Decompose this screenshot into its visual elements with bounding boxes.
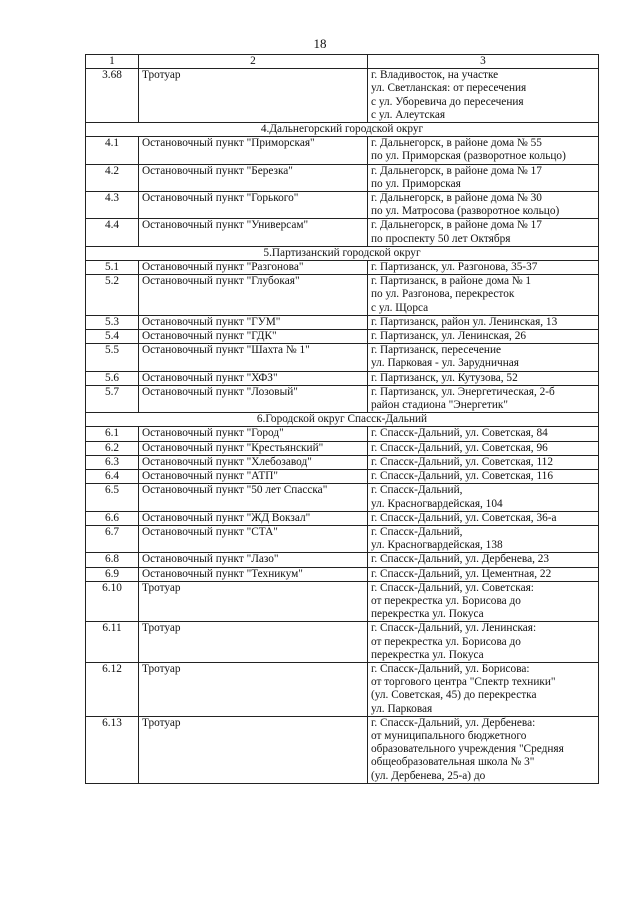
object-location: [368, 484, 599, 511]
object-location: [368, 344, 599, 371]
location-line: г. Партизанск, в районе дома № 1: [371, 275, 532, 288]
location-line: от торгового центра "Спектр техники": [371, 676, 556, 689]
object-location: [368, 622, 599, 663]
location-line: г. Спасск-Дальний,: [371, 484, 463, 497]
table-row: [86, 581, 599, 622]
location-line: г. Партизанск, ул. Разгонова, 35-37: [371, 261, 538, 274]
section-row: [86, 123, 599, 137]
location-line: г. Спасск-Дальний, ул. Ленинская:: [371, 622, 537, 635]
table-row: [86, 261, 599, 275]
table-row: [86, 511, 599, 525]
section-title: 5.Партизанский городской округ: [86, 246, 599, 260]
location-line: г. Партизанск, ул. Ленинская, 26: [371, 330, 526, 343]
item-number: 6.12: [86, 662, 139, 716]
object-name: Остановочный пункт "Березка": [139, 164, 368, 191]
location-line: г. Спасск-Дальний, ул. Советская, 116: [371, 470, 553, 483]
location-line: г. Спасск-Дальний, ул. Дербенева:: [371, 716, 536, 729]
item-number: 3.68: [86, 69, 139, 123]
object-name: Остановочный пункт "Город": [139, 427, 368, 441]
location-line: г. Дальнегорск, в районе дома № 17: [371, 219, 542, 232]
object-location: [368, 716, 599, 783]
item-number: 4.3: [86, 192, 139, 219]
page-number: 18: [313, 36, 327, 51]
table-header-row: [86, 55, 599, 69]
column-header-2: 2: [139, 55, 368, 69]
table-row: [86, 484, 599, 511]
location-line: г. Спасск-Дальний, ул. Советская, 84: [371, 427, 548, 440]
object-name: Остановочный пункт "Приморская": [139, 137, 368, 164]
item-number: 6.10: [86, 581, 139, 622]
object-name: Остановочный пункт "Лазо": [139, 553, 368, 567]
location-line: г. Партизанск, ул. Кутузова, 52: [371, 371, 518, 384]
location-line: образовательного учреждения "Средняя: [371, 743, 564, 756]
table-row: [86, 219, 599, 246]
location-line: г. Спасск-Дальний, ул. Советская, 112: [371, 455, 553, 468]
location-line: г. Партизанск, пересечение: [371, 344, 502, 357]
table-row: [86, 525, 599, 552]
object-location: [368, 567, 599, 581]
location-line: от перекрестка ул. Борисова до: [371, 635, 521, 648]
location-line: с ул. Щорса: [371, 301, 429, 314]
object-name: Тротуар: [139, 662, 368, 716]
object-name: Остановочный пункт "Техникум": [139, 567, 368, 581]
object-location: [368, 511, 599, 525]
location-line: по ул. Матросова (разворотное кольцо): [371, 205, 560, 218]
object-name: Тротуар: [139, 622, 368, 663]
object-location: [368, 192, 599, 219]
object-name: Остановочный пункт "СТА": [139, 525, 368, 552]
item-number: 6.13: [86, 716, 139, 783]
object-location: [368, 470, 599, 484]
section-row: [86, 246, 599, 260]
location-line: от перекрестка ул. Борисова до: [371, 594, 521, 607]
table-row: [86, 716, 599, 783]
object-name: Остановочный пункт "ЖД Вокзал": [139, 511, 368, 525]
location-line: г. Спасск-Дальний, ул. Цементная, 22: [371, 567, 552, 580]
section-row: [86, 413, 599, 427]
location-line: г. Спасск-Дальний, ул. Советская:: [371, 581, 534, 594]
object-name: Остановочный пункт "ГУМ": [139, 315, 368, 329]
table-row: [86, 330, 599, 344]
object-name: Остановочный пункт "Универсам": [139, 219, 368, 246]
table-row: [86, 275, 599, 316]
item-number: 6.11: [86, 622, 139, 663]
location-line: перекрестка ул. Покуса: [371, 648, 484, 661]
table-row: [86, 371, 599, 385]
table-row: [86, 427, 599, 441]
location-line: общеобразовательная школа № 3": [371, 756, 535, 769]
location-line: г. Дальнегорск, в районе дома № 55: [371, 137, 542, 150]
location-line: ул. Красногвардейская, 138: [371, 539, 503, 552]
table-row: [86, 315, 599, 329]
item-number: 6.2: [86, 441, 139, 455]
table-row: [86, 192, 599, 219]
location-line: (ул. Дербенева, 25-а) до: [371, 769, 486, 782]
object-location: [368, 455, 599, 469]
object-name: Тротуар: [139, 716, 368, 783]
location-line: по ул. Приморская: [371, 177, 461, 190]
location-line: г. Спасск-Дальний, ул. Дербенева, 23: [371, 553, 550, 566]
location-line: район стадиона "Энергетик": [371, 399, 509, 412]
item-number: 6.3: [86, 455, 139, 469]
table-row: [86, 622, 599, 663]
object-location: [368, 275, 599, 316]
location-line: с ул. Уборевича до пересечения: [371, 95, 524, 108]
object-name: Остановочный пункт "АТП": [139, 470, 368, 484]
object-location: [368, 581, 599, 622]
location-line: перекрестка ул. Покуса: [371, 608, 484, 621]
item-number: 5.3: [86, 315, 139, 329]
object-location: [368, 525, 599, 552]
item-number: 6.6: [86, 511, 139, 525]
item-number: 5.5: [86, 344, 139, 371]
location-line: ул. Светланская: от пересечения: [371, 82, 527, 95]
location-line: от муниципального бюджетного: [371, 729, 527, 742]
location-line: по ул. Приморская (разворотное кольцо): [371, 150, 566, 163]
item-number: 5.4: [86, 330, 139, 344]
table-row: [86, 137, 599, 164]
object-name: Остановочный пункт "Лозовый": [139, 385, 368, 412]
item-number: 4.2: [86, 164, 139, 191]
objects-table: [85, 54, 599, 784]
section-title: 6.Городской округ Спасск-Дальний: [86, 413, 599, 427]
column-header-1: 1: [86, 55, 139, 69]
item-number: 6.9: [86, 567, 139, 581]
object-location: [368, 662, 599, 716]
object-location: [368, 137, 599, 164]
location-line: г. Спасск-Дальний, ул. Советская, 36-а: [371, 511, 557, 524]
object-location: [368, 69, 599, 123]
object-name: Остановочный пункт "Разгонова": [139, 261, 368, 275]
object-name: Остановочный пункт "Хлебозавод": [139, 455, 368, 469]
item-number: 6.4: [86, 470, 139, 484]
object-location: [368, 441, 599, 455]
location-line: г. Владивосток, на участке: [371, 69, 499, 82]
item-number: 6.8: [86, 553, 139, 567]
location-line: г. Дальнегорск, в районе дома № 30: [371, 192, 542, 205]
location-line: г. Партизанск, район ул. Ленинская, 13: [371, 315, 558, 328]
table-row: [86, 164, 599, 191]
table-row: [86, 344, 599, 371]
table-row: [86, 441, 599, 455]
object-location: [368, 330, 599, 344]
item-number: 6.7: [86, 525, 139, 552]
table-row: [86, 455, 599, 469]
object-name: Остановочный пункт "Горького": [139, 192, 368, 219]
location-line: г. Спасск-Дальний, ул. Советская, 96: [371, 441, 548, 454]
location-line: г. Спасск-Дальний, ул. Борисова:: [371, 662, 530, 675]
object-location: [368, 385, 599, 412]
object-name: Остановочный пункт "Крестьянский": [139, 441, 368, 455]
table-row: [86, 385, 599, 412]
location-line: ул. Красногвардейская, 104: [371, 497, 503, 510]
object-name: Тротуар: [139, 581, 368, 622]
item-number: 5.2: [86, 275, 139, 316]
object-name: Остановочный пункт "Шахта № 1": [139, 344, 368, 371]
item-number: 6.5: [86, 484, 139, 511]
table-row: [86, 553, 599, 567]
table-row: [86, 470, 599, 484]
object-name: Остановочный пункт "Глубокая": [139, 275, 368, 316]
object-location: [368, 371, 599, 385]
location-line: ул. Парковая - ул. Зарудничная: [371, 357, 519, 370]
location-line: г. Партизанск, ул. Энергетическая, 2-б: [371, 385, 555, 398]
object-location: [368, 315, 599, 329]
object-name: Остановочный пункт "ГДК": [139, 330, 368, 344]
table-row: [86, 567, 599, 581]
object-location: [368, 261, 599, 275]
section-title: 4.Дальнегорский городской округ: [86, 123, 599, 137]
item-number: 5.7: [86, 385, 139, 412]
location-line: по ул. Разгонова, перекресток: [371, 288, 515, 301]
location-line: по проспекту 50 лет Октября: [371, 232, 511, 245]
table-row: [86, 69, 599, 123]
item-number: 5.1: [86, 261, 139, 275]
object-name: Тротуар: [139, 69, 368, 123]
item-number: 4.4: [86, 219, 139, 246]
column-header-3: 3: [368, 55, 599, 69]
table-row: [86, 662, 599, 716]
object-location: [368, 427, 599, 441]
item-number: 6.1: [86, 427, 139, 441]
object-location: [368, 164, 599, 191]
object-name: Остановочный пункт "ХФЗ": [139, 371, 368, 385]
location-line: ул. Парковая: [371, 702, 433, 715]
location-line: с ул. Алеутская: [371, 108, 446, 121]
location-line: г. Дальнегорск, в районе дома № 17: [371, 164, 542, 177]
item-number: 5.6: [86, 371, 139, 385]
object-location: [368, 553, 599, 567]
location-line: (ул. Советская, 45) до перекрестка: [371, 689, 537, 702]
item-number: 4.1: [86, 137, 139, 164]
object-name: Остановочный пункт "50 лет Спасска": [139, 484, 368, 511]
location-line: г. Спасск-Дальний,: [371, 525, 463, 538]
object-location: [368, 219, 599, 246]
